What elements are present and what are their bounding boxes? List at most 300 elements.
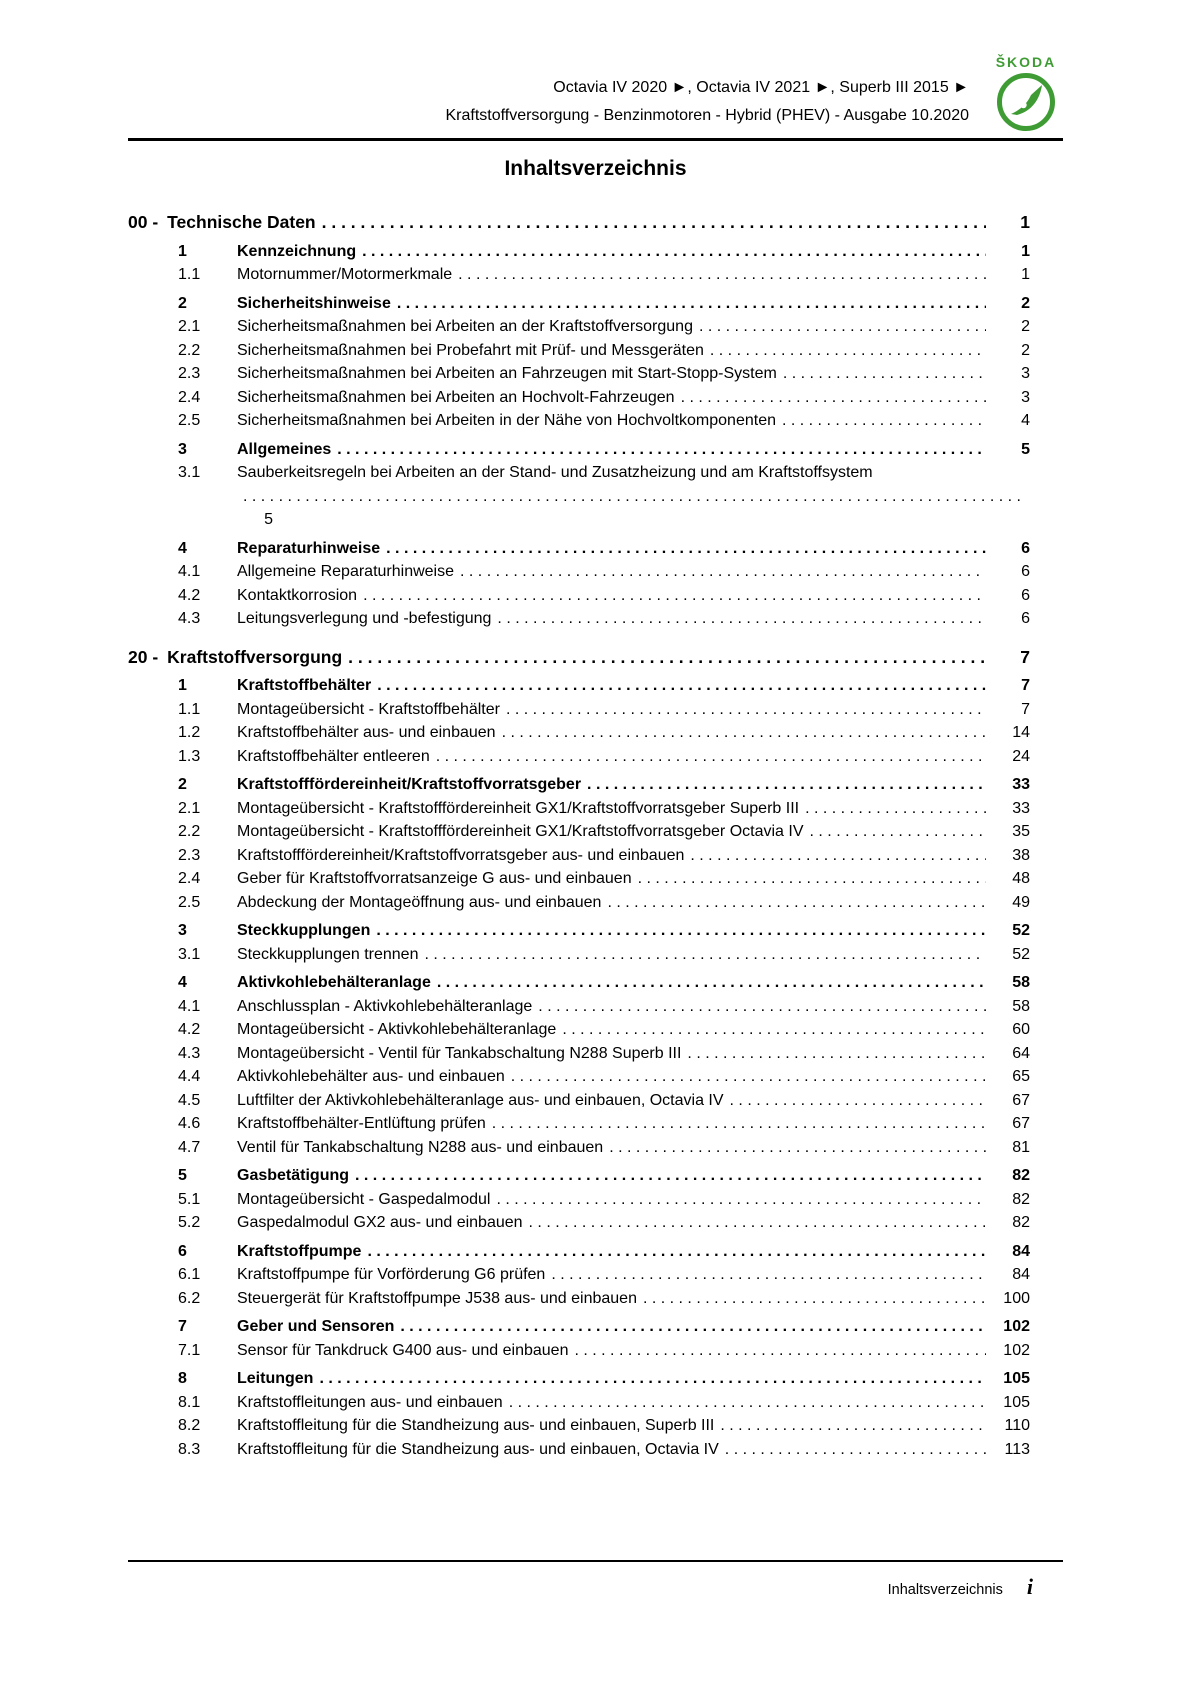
toc-entry-label: Kraftstoffleitungen aus- und einbauen xyxy=(237,1393,503,1411)
toc-entry xyxy=(128,1315,1063,1339)
skoda-logo xyxy=(989,50,1063,132)
toc-dot-leader xyxy=(782,409,986,433)
toc-entry-page: 48 xyxy=(1012,870,1030,887)
toc-entry-body xyxy=(237,438,1030,462)
toc-dot-leader xyxy=(348,646,986,670)
toc-entry-page: 64 xyxy=(1012,1044,1030,1062)
toc-entry-label: Kraftstofffördereinheit/Kraftstoffvorratsgeber xyxy=(237,776,582,793)
toc-entry-label: Montageübersicht - Kraftstofffördereinheit GX1/Kraftstoffvorratsgeber Octavia IV xyxy=(237,823,804,840)
toc-entry-number: 2.3 xyxy=(178,846,201,864)
toc-dot-leader xyxy=(377,674,986,698)
toc-entry-body xyxy=(237,1438,1030,1462)
toc-entry-label: Steckkupplungen trennen xyxy=(237,945,419,963)
toc-entry-body xyxy=(237,560,1030,584)
toc-dot-leader xyxy=(424,943,986,967)
toc-entry-label: Kraftstoffversorgung xyxy=(167,646,343,667)
toc-entry-label: Motornummer/Motormerkmale xyxy=(237,266,453,283)
toc-entry-label: Montageübersicht - Ventil für Tankabschaltung N288 Superb III xyxy=(237,1044,682,1062)
footer-page-number: i xyxy=(1026,1574,1033,1599)
toc-entry-page: 35 xyxy=(1012,823,1030,840)
toc-entry-label: Gaspedalmodul GX2 aus- und einbauen xyxy=(237,1214,523,1231)
toc-entry-label: Sicherheitsmaßnahmen bei Arbeiten in der Nähe von Hochvoltkomponenten xyxy=(237,412,776,429)
skoda-emblem-icon xyxy=(996,72,1056,132)
toc-entry-page: 84 xyxy=(1012,1242,1030,1260)
toc-entry-number: 3 xyxy=(178,922,187,939)
toc-dot-leader xyxy=(363,584,986,608)
toc-entry xyxy=(128,1438,1063,1462)
toc-entry xyxy=(128,1240,1063,1264)
toc-entry-label: Geber und Sensoren xyxy=(237,1318,395,1335)
toc-entry-number: 8.3 xyxy=(178,1440,201,1458)
toc-entry xyxy=(128,1263,1063,1287)
toc-entry-body xyxy=(167,211,1030,235)
toc-entry xyxy=(128,867,1063,891)
toc-entry-page: 7 xyxy=(1021,700,1030,718)
toc-entry-number: 2.2 xyxy=(178,823,201,840)
toc-entry-label: Steckkupplungen xyxy=(237,922,371,939)
toc-entry-label: Kraftstoffbehälter xyxy=(237,677,372,694)
toc-dot-leader xyxy=(529,1211,986,1235)
toc-entry-body xyxy=(237,797,1030,821)
toc-entry-number: 4.6 xyxy=(178,1115,201,1132)
toc-entry xyxy=(128,1188,1063,1212)
toc-entry-label: Aktivkohlebehälteranlage xyxy=(237,974,431,991)
toc-entry-number: 1 xyxy=(178,242,187,260)
toc-entry-body xyxy=(237,362,1030,386)
toc-entry-page: 33 xyxy=(1012,776,1030,793)
toc-entry-label: Sensor für Tankdruck G400 aus- und einbauen xyxy=(237,1341,569,1359)
toc-entry-label: Kraftstoffpumpe für Vorförderung G6 prüfen xyxy=(237,1266,546,1283)
toc-entry-page: 2 xyxy=(1021,294,1030,312)
toc-entry-body xyxy=(237,386,1030,410)
header-models: Octavia IV 2020 ►, Octavia IV 2021 ►, Superb III 2015 ► xyxy=(553,79,969,96)
toc-entry-body xyxy=(237,461,1030,532)
toc-entry-body xyxy=(237,240,1030,264)
toc-entry-body xyxy=(237,1339,1030,1363)
toc-entry-label: Kraftstoffleitung für die Standheizung aus- und einbauen, Superb III xyxy=(237,1417,715,1434)
toc-entry xyxy=(128,1136,1063,1160)
toc-entry xyxy=(128,1287,1063,1311)
toc-entry-number: 4.7 xyxy=(178,1138,201,1156)
toc-entry-label: Reparaturhinweise xyxy=(237,539,381,557)
toc-entry-page: 110 xyxy=(1004,1417,1030,1434)
toc-dot-leader xyxy=(643,1287,986,1311)
toc-entry-body xyxy=(237,943,1030,967)
toc-dot-leader xyxy=(337,438,986,462)
toc-dot-leader xyxy=(437,971,986,995)
toc-entry-label: Sicherheitsmaßnahmen bei Arbeiten an der Kraftstoffversorgung xyxy=(237,318,693,335)
toc-entry-page: 38 xyxy=(1012,846,1030,864)
toc-entry-page: 14 xyxy=(1012,724,1030,741)
toc-dot-leader xyxy=(362,240,986,264)
toc-entry xyxy=(128,1339,1063,1363)
toc-entry-number: 4.1 xyxy=(178,563,201,580)
toc-entry-body xyxy=(237,1136,1030,1160)
toc-entry-label: Anschlussplan - Aktivkohlebehälteranlage xyxy=(237,997,533,1015)
toc-dot-leader xyxy=(322,211,986,235)
toc-entry-page: 2 xyxy=(1021,341,1030,359)
toc-entry-body xyxy=(237,1188,1030,1212)
toc-entry-label: Kraftstoffleitung für die Standheizung aus- und einbauen, Octavia IV xyxy=(237,1440,719,1458)
toc-entry-page: 24 xyxy=(1012,747,1030,765)
toc-entry-label: Montageübersicht - Aktivkohlebehälteranlage xyxy=(237,1021,557,1038)
toc-entry xyxy=(128,1211,1063,1235)
toc-entry xyxy=(128,438,1063,462)
toc-entry-page: 1 xyxy=(1021,266,1030,283)
toc-entry-label: Sicherheitsmaßnahmen bei Arbeiten an Hochvolt-Fahrzeugen xyxy=(237,388,675,406)
toc-entry-number: 6 xyxy=(178,1242,187,1260)
toc-entry-label: Sicherheitsmaßnahmen bei Probefahrt mit Prüf- und Messgeräten xyxy=(237,341,704,359)
toc-entry-label: Leitungsverlegung und -befestigung xyxy=(237,610,492,627)
toc-entry-body xyxy=(237,745,1030,769)
toc-entry-body xyxy=(237,820,1030,844)
toc-dot-leader xyxy=(496,1188,986,1212)
toc-entry-number: 5.1 xyxy=(178,1190,201,1208)
toc-entry-page: 67 xyxy=(1012,1091,1030,1109)
toc-entry-page: 49 xyxy=(1012,893,1030,911)
toc-entry-body xyxy=(237,1211,1030,1235)
toc-entry-page: 6 xyxy=(1021,539,1030,557)
toc-entry-label: Montageübersicht - Gaspedalmodul xyxy=(237,1190,491,1208)
toc-entry xyxy=(128,584,1063,608)
toc-entry-page: 58 xyxy=(1012,974,1030,991)
toc-entry xyxy=(128,240,1063,264)
toc-entry-page: 58 xyxy=(1012,997,1030,1015)
toc-entry xyxy=(128,386,1063,410)
toc-entry-body xyxy=(237,1018,1030,1042)
toc-entry xyxy=(128,409,1063,433)
toc-entry xyxy=(128,461,1063,532)
toc-entry-number: 2.4 xyxy=(178,870,201,887)
toc-dot-leader xyxy=(587,773,986,797)
toc-dot-leader xyxy=(460,560,986,584)
toc-entry xyxy=(128,339,1063,363)
toc-entry-number: 8.2 xyxy=(178,1417,201,1434)
toc-entry xyxy=(128,646,1063,670)
toc-entry-body xyxy=(237,971,1030,995)
toc-entry xyxy=(128,1018,1063,1042)
toc-dot-leader xyxy=(805,797,986,821)
toc-entry-page: 67 xyxy=(1012,1115,1030,1132)
toc-entry-number: 4 xyxy=(178,974,187,991)
toc-entry-page: 6 xyxy=(1021,586,1030,604)
toc-dot-leader xyxy=(562,1018,986,1042)
toc-entry-page: 60 xyxy=(1012,1021,1030,1038)
toc-entry-number: 1.2 xyxy=(178,724,201,741)
toc-entry-label: Montageübersicht - Kraftstoffbehälter xyxy=(237,700,500,718)
toc-dot-leader xyxy=(492,1112,986,1136)
toc-entry xyxy=(128,211,1063,235)
toc-dot-leader xyxy=(638,867,986,891)
toc-dot-leader xyxy=(436,745,986,769)
toc-dot-leader xyxy=(551,1263,986,1287)
toc-entry-number: 20 - xyxy=(128,646,159,667)
toc-entry-body xyxy=(237,1065,1030,1089)
toc-entry-body xyxy=(237,315,1030,339)
toc-entry-label: Kraftstoffpumpe xyxy=(237,1242,362,1260)
toc-entry-body xyxy=(237,1391,1030,1415)
header-divider xyxy=(128,138,1063,141)
toc-dot-leader xyxy=(607,891,986,915)
toc-entry xyxy=(128,971,1063,995)
toc-dot-leader xyxy=(367,1240,986,1264)
toc-entry-page: 33 xyxy=(1012,799,1030,817)
toc-entry-page: 105 xyxy=(1003,1393,1030,1411)
toc-dot-leader xyxy=(687,1042,986,1066)
toc-entry-label: Technische Daten xyxy=(167,212,316,232)
toc-entry-number: 7.1 xyxy=(178,1341,201,1359)
toc-dot-leader xyxy=(497,607,986,631)
toc-entry-label: Kraftstofffördereinheit/Kraftstoffvorratsgeber aus- und einbauen xyxy=(237,846,685,864)
toc-entry-number: 8.1 xyxy=(178,1393,201,1411)
toc-entry-body xyxy=(237,1164,1030,1188)
toc-dot-leader xyxy=(502,721,986,745)
toc-entry-page: 100 xyxy=(1003,1289,1030,1307)
toc-entry-label: Kontaktkorrosion xyxy=(237,586,358,604)
toc-entry-number: 4.4 xyxy=(178,1068,201,1085)
toc-entry-number: 00 - xyxy=(128,212,159,232)
toc-entry-page: 7 xyxy=(1021,677,1030,694)
toc-entry xyxy=(128,995,1063,1019)
toc-entry-body xyxy=(237,584,1030,608)
toc-entry-number: 2.2 xyxy=(178,341,201,359)
toc-entry-number: 4.2 xyxy=(178,1021,201,1038)
toc-dot-leader xyxy=(376,919,986,943)
toc-dot-leader xyxy=(355,1164,986,1188)
toc-entry-page: 113 xyxy=(1004,1440,1030,1458)
toc-entry-label: Allgemeine Reparaturhinweise xyxy=(237,563,455,580)
footer-row xyxy=(128,1562,1063,1600)
toc-entry xyxy=(128,1112,1063,1136)
toc-entry xyxy=(128,292,1063,316)
toc-entry-page: 7 xyxy=(1020,646,1030,667)
toc-entry xyxy=(128,844,1063,868)
toc-dot-leader xyxy=(509,1391,986,1415)
toc-dot-leader xyxy=(538,995,986,1019)
toc-entry xyxy=(128,891,1063,915)
header-text xyxy=(445,50,969,130)
toc-entry xyxy=(128,820,1063,844)
toc-entry-label: Sicherheitsmaßnahmen bei Arbeiten an Fahrzeugen mit Start-Stopp-System xyxy=(237,365,777,382)
toc-entry-page: 4 xyxy=(1021,412,1030,429)
toc-entry xyxy=(128,721,1063,745)
toc-entry-number: 4.3 xyxy=(178,1044,201,1062)
toc-entry-number: 2.5 xyxy=(178,893,201,911)
toc-entry-number: 1.1 xyxy=(178,266,201,283)
toc-entry xyxy=(128,943,1063,967)
toc-entry xyxy=(128,537,1063,561)
toc-entry xyxy=(128,698,1063,722)
toc-entry-body xyxy=(237,263,1030,287)
toc-entry-body xyxy=(237,292,1030,316)
toc-entry xyxy=(128,607,1063,631)
toc-entry-page: 6 xyxy=(1021,610,1030,627)
toc-dot-leader xyxy=(730,1089,986,1113)
toc-entry xyxy=(128,1089,1063,1113)
toc-dot-leader xyxy=(506,698,986,722)
toc-entry-page: 3 xyxy=(1021,388,1030,406)
toc-entry-page: 1 xyxy=(1021,242,1030,260)
toc-entry-number: 4.3 xyxy=(178,610,201,627)
toc-dot-leader xyxy=(243,485,1022,509)
toc-entry-label: Sicherheitshinweise xyxy=(237,294,391,312)
toc-entry-body xyxy=(237,721,1030,745)
toc-dot-leader xyxy=(319,1367,986,1391)
toc-entry-page: 102 xyxy=(1003,1341,1030,1359)
toc-entry-body xyxy=(237,1263,1030,1287)
toc-entry-body xyxy=(237,409,1030,433)
toc-entry-body xyxy=(237,844,1030,868)
toc-entry-number: 1 xyxy=(178,677,187,694)
toc-dot-leader xyxy=(783,362,986,386)
toc-entry-body xyxy=(237,867,1030,891)
toc-entry-page: 82 xyxy=(1012,1190,1030,1208)
toc-entry-body xyxy=(237,995,1030,1019)
toc-entry-body xyxy=(237,891,1030,915)
toc-entry-label: Geber für Kraftstoffvorratsanzeige G aus- und einbauen xyxy=(237,870,632,887)
skoda-wordmark: ŠKODA xyxy=(995,54,1057,70)
toc-entry-body xyxy=(237,773,1030,797)
toc-entry-label: Abdeckung der Montageöffnung aus- und einbauen xyxy=(237,893,602,911)
toc-entry-body xyxy=(237,919,1030,943)
toc-list xyxy=(128,211,1063,1461)
toc-entry-number: 2.1 xyxy=(178,318,201,335)
toc-entry-page: 52 xyxy=(1012,945,1030,963)
toc-entry-body xyxy=(237,339,1030,363)
toc-entry xyxy=(128,1065,1063,1089)
toc-dot-leader xyxy=(725,1438,986,1462)
toc-entry-body xyxy=(237,1367,1030,1391)
toc-entry-page: 65 xyxy=(1012,1068,1030,1085)
toc-entry xyxy=(128,1164,1063,1188)
toc-entry-number: 2 xyxy=(178,294,187,312)
toc-entry-number: 2.4 xyxy=(178,388,201,406)
toc-entry-number: 4.1 xyxy=(178,997,201,1015)
toc-entry-number: 1.1 xyxy=(178,700,201,718)
toc-entry-label: Allgemeines xyxy=(237,440,332,458)
toc-entry-body xyxy=(237,537,1030,561)
toc-entry-number: 2.1 xyxy=(178,799,201,817)
toc-entry-number: 3.1 xyxy=(178,464,201,481)
toc-entry xyxy=(128,919,1063,943)
toc-entry-label: Sauberkeitsregeln bei Arbeiten an der Stand- und Zusatzheizung und am Kraftstoffsystem xyxy=(237,464,873,481)
toc-entry xyxy=(128,773,1063,797)
toc-entry-number: 6.2 xyxy=(178,1289,201,1307)
toc-dot-leader xyxy=(574,1339,986,1363)
toc-entry-page: 6 xyxy=(1021,563,1030,580)
toc-entry-page: 81 xyxy=(1012,1138,1030,1156)
footer-label: Inhaltsverzeichnis xyxy=(887,1582,1003,1598)
toc-entry-page: 102 xyxy=(1003,1318,1030,1335)
toc-entry xyxy=(128,1042,1063,1066)
toc-entry xyxy=(128,674,1063,698)
toc-entry-body xyxy=(237,1042,1030,1066)
toc-entry-body xyxy=(237,1315,1030,1339)
page-header xyxy=(128,50,1063,132)
toc-dot-leader xyxy=(458,263,986,287)
toc-entry-number: 3 xyxy=(178,440,187,458)
toc-entry-page: 3 xyxy=(1021,365,1030,382)
toc-entry-page: 1 xyxy=(1020,212,1030,232)
toc-entry xyxy=(128,560,1063,584)
toc-dot-leader xyxy=(720,1414,986,1438)
toc-entry-body xyxy=(167,646,1030,670)
toc-entry xyxy=(128,362,1063,386)
toc-entry xyxy=(128,1391,1063,1415)
toc-entry-body xyxy=(237,1112,1030,1136)
toc-entry-number: 5.2 xyxy=(178,1214,201,1231)
toc-dot-leader xyxy=(511,1065,986,1089)
toc-entry xyxy=(128,1414,1063,1438)
toc-entry xyxy=(128,263,1063,287)
toc-entry-body xyxy=(237,1287,1030,1311)
toc-entry-label: Kennzeichnung xyxy=(237,242,357,260)
toc-dot-leader xyxy=(386,537,986,561)
toc-entry-page: 2 xyxy=(1021,318,1030,335)
toc-entry-label: Gasbetätigung xyxy=(237,1167,350,1184)
toc-dot-leader xyxy=(699,315,986,339)
toc-entry xyxy=(128,797,1063,821)
toc-entry-page: 5 xyxy=(264,511,273,528)
toc-entry-label: Leitungen xyxy=(237,1370,314,1387)
toc-entry-number: 3.1 xyxy=(178,945,201,963)
toc-entry-number: 1.3 xyxy=(178,747,201,765)
toc-entry xyxy=(128,745,1063,769)
page-footer xyxy=(128,1560,1063,1600)
toc-entry xyxy=(128,315,1063,339)
toc-entry-label: Kraftstoffbehälter-Entlüftung prüfen xyxy=(237,1115,486,1132)
toc-entry-body xyxy=(237,1414,1030,1438)
toc-entry-page: 5 xyxy=(1021,440,1030,458)
toc-entry-number: 4.5 xyxy=(178,1091,201,1109)
toc-entry-number: 2.5 xyxy=(178,412,201,429)
toc-dot-leader xyxy=(710,339,986,363)
toc-entry-number: 5 xyxy=(178,1167,187,1184)
toc-dot-leader xyxy=(400,1315,986,1339)
toc-entry-page: 82 xyxy=(1012,1214,1030,1231)
toc-entry-page: 84 xyxy=(1012,1266,1030,1283)
toc-entry-label: Kraftstoffbehälter entleeren xyxy=(237,747,430,765)
toc-entry-page: 52 xyxy=(1012,922,1030,939)
toc-entry-body xyxy=(237,1089,1030,1113)
toc-entry-label: Montageübersicht - Kraftstofffördereinheit GX1/Kraftstoffvorratsgeber Superb III xyxy=(237,799,800,817)
toc-entry-number: 6.1 xyxy=(178,1266,201,1283)
toc-entry-number: 2 xyxy=(178,776,187,793)
toc-entry-label: Ventil für Tankabschaltung N288 aus- und einbauen xyxy=(237,1138,604,1156)
toc-dot-leader xyxy=(397,292,986,316)
toc-entry-number: 8 xyxy=(178,1370,187,1387)
toc-entry-label: Steuergerät für Kraftstoffpumpe J538 aus- und einbauen xyxy=(237,1289,637,1307)
header-subtitle: Kraftstoffversorgung - Benzinmotoren - Hybrid (PHEV) - Ausgabe 10.2020 xyxy=(445,107,969,124)
toc-entry-page: 105 xyxy=(1003,1370,1030,1387)
page-title: Inhaltsverzeichnis xyxy=(504,157,687,180)
toc-entry-body xyxy=(237,607,1030,631)
toc-entry-label: Aktivkohlebehälter aus- und einbauen xyxy=(237,1068,505,1085)
toc-entry-number: 7 xyxy=(178,1318,187,1335)
toc-dot-leader xyxy=(810,820,986,844)
toc-dot-leader xyxy=(609,1136,986,1160)
toc-dot-leader xyxy=(690,844,986,868)
toc-entry-body xyxy=(237,674,1030,698)
toc-entry-label: Luftfilter der Aktivkohlebehälteranlage aus- und einbauen, Octavia IV xyxy=(237,1091,724,1109)
toc-entry-body xyxy=(237,698,1030,722)
toc-entry-label: Kraftstoffbehälter aus- und einbauen xyxy=(237,724,496,741)
toc-entry-number: 2.3 xyxy=(178,365,201,382)
toc-entry-number: 4 xyxy=(178,539,187,557)
toc-dot-leader xyxy=(681,386,986,410)
toc-entry-number: 4.2 xyxy=(178,586,201,604)
toc-entry xyxy=(128,1367,1063,1391)
